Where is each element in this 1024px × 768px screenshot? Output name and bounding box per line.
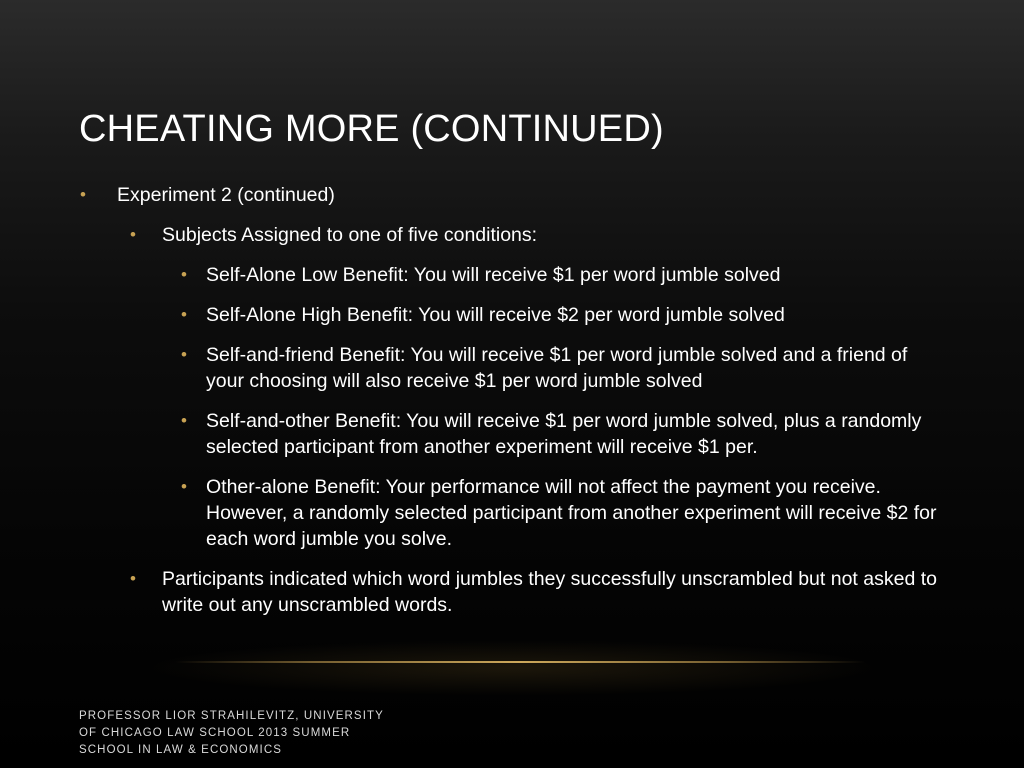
bullet-dot-icon: • <box>80 185 86 204</box>
bullet-text: Self-and-other Benefit: You will receive $1 per word jumble solved, plus a randomly selected participant from another experiment will receive $1 per. <box>206 410 922 458</box>
bullet-participants-indicated <box>79 566 939 618</box>
bullet-dot-icon: • <box>130 569 136 588</box>
bullet-dot-icon: • <box>181 345 187 364</box>
bullet-text: Self-Alone Low Benefit: You will receive $1 per word jumble solved <box>206 264 781 286</box>
slide-body <box>79 182 939 632</box>
bullet-dot-icon: • <box>181 477 187 496</box>
slide-title: CHEATING MORE (CONTINUED) <box>79 108 664 150</box>
bullet-text: Participants indicated which word jumbles they successfully unscrambled but not asked to write out any unscrambled words. <box>162 568 937 616</box>
slide-footer: PROFESSOR LIOR STRAHILEVITZ, UNIVERSITY OF CHICAGO LAW SCHOOL 2013 SUMMER SCHOOL IN LAW & ECONOMICS <box>79 710 384 756</box>
bullet-dot-icon: • <box>130 225 136 244</box>
bullet-self-alone-high <box>79 302 939 328</box>
bullet-subjects-assigned <box>79 222 939 248</box>
bullet-dot-icon: • <box>181 265 187 284</box>
bullet-text: Other-alone Benefit: Your performance will not affect the payment you receive. However, a randomly selected participant from another experiment will receive $2 for each word jumble you solve. <box>206 476 937 550</box>
bullet-dot-icon: • <box>181 411 187 430</box>
bullet-text: Experiment 2 (continued) <box>117 184 335 206</box>
bullet-text: Subjects Assigned to one of five conditions: <box>162 224 538 246</box>
bullet-experiment-2 <box>79 182 939 208</box>
bullet-dot-icon: • <box>181 305 187 324</box>
bullet-text: Self-and-friend Benefit: You will receive $1 per word jumble solved and a friend of your choosing will also receive $1 per word jumble solved <box>206 344 908 392</box>
bullet-other-alone <box>79 474 939 552</box>
bullet-self-and-friend <box>79 342 939 394</box>
bullet-self-alone-low <box>79 262 939 288</box>
gold-divider-line <box>175 661 865 663</box>
bullet-self-and-other <box>79 408 939 460</box>
bullet-text: Self-Alone High Benefit: You will receive $2 per word jumble solved <box>206 304 785 326</box>
